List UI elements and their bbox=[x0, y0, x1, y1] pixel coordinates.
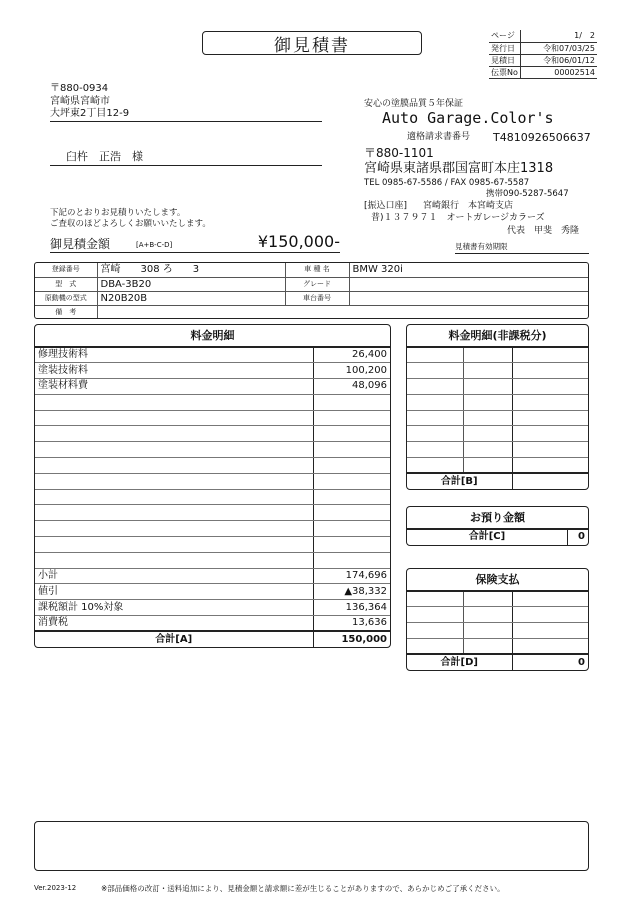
table-row bbox=[407, 607, 588, 623]
tax-row bbox=[35, 616, 390, 632]
bank-name: 宮崎銀行 本宮崎支店 bbox=[423, 201, 514, 211]
estimate-date-value: 令和06/01/12 bbox=[520, 54, 597, 66]
taxable-label: 課税額計 10%対象 bbox=[35, 600, 313, 616]
customer-name: 臼杵 正浩 様 bbox=[50, 151, 322, 166]
total-b-label: 合計[B] bbox=[407, 473, 512, 489]
subtotal-label: 小計 bbox=[35, 568, 313, 584]
greeting-line-2: ご査収のほどよろしくお願いいたします。 bbox=[50, 219, 211, 229]
estimate-date-label: 見積日 bbox=[489, 54, 520, 66]
taxable-row bbox=[35, 600, 390, 616]
customer-postal: 〒880-0934 bbox=[50, 83, 109, 94]
table-row bbox=[35, 505, 390, 521]
item-name: 塗装技術料 bbox=[35, 363, 313, 379]
table-row bbox=[35, 552, 390, 568]
item-amount: 26,400 bbox=[313, 347, 390, 363]
validity-label: 見積書有効期限 bbox=[455, 243, 589, 254]
grade-label: グレード bbox=[285, 277, 349, 291]
shop-postal: 〒880-1101 bbox=[364, 146, 434, 160]
taxable-value: 136,364 bbox=[313, 600, 390, 616]
total-d-label: 合計[D] bbox=[407, 654, 512, 670]
total-b-value bbox=[512, 473, 588, 489]
table-row bbox=[407, 591, 588, 607]
invoice-number: T4810926506637 bbox=[493, 131, 591, 144]
subtotal-value: 174,696 bbox=[313, 568, 390, 584]
table-row bbox=[407, 410, 588, 426]
slip-no-value: 00002514 bbox=[520, 66, 597, 78]
grade-value bbox=[349, 277, 588, 291]
footer-disclaimer: ※部品価格の改訂・送料追加により、見積金額と請求額に差が生じることがありますので、あらかじめご了承ください。 bbox=[101, 884, 505, 893]
table-row bbox=[35, 458, 390, 474]
table-row bbox=[407, 379, 588, 395]
table-row bbox=[35, 473, 390, 489]
engine-type-value: N20B20B bbox=[97, 291, 285, 305]
bank-label: [振込口座] bbox=[364, 201, 408, 211]
insurance-table bbox=[406, 568, 589, 671]
table-row bbox=[407, 638, 588, 654]
issue-date-value: 令和07/03/25 bbox=[520, 42, 597, 54]
discount-row bbox=[35, 584, 390, 600]
estimate-formula: [A+B-C-D] bbox=[136, 241, 173, 249]
table-row bbox=[35, 489, 390, 505]
total-c-label: 合計[C] bbox=[407, 529, 567, 545]
customer-street: 大坪東2丁目12-9 bbox=[50, 109, 322, 122]
notes-box bbox=[34, 821, 589, 871]
shop-representative: 代表 甲斐 秀隆 bbox=[507, 226, 580, 236]
total-c-row bbox=[407, 529, 588, 545]
reg-number-value: 宮崎 308 ろ 3 bbox=[97, 263, 285, 277]
total-d-value: 0 bbox=[512, 654, 588, 670]
item-amount: 100,200 bbox=[313, 363, 390, 379]
tax-label: 消費税 bbox=[35, 616, 313, 632]
model-name-value: BMW 320i bbox=[349, 263, 588, 277]
greeting-line-1: 下記のとおりお見積りいたします。 bbox=[50, 208, 186, 218]
table-row bbox=[407, 458, 588, 474]
customer-city: 宮崎県宮崎市 bbox=[50, 96, 110, 107]
table-row bbox=[35, 410, 390, 426]
title-text: 御見積書 bbox=[274, 35, 350, 56]
page-label: ページ bbox=[489, 30, 520, 42]
model-type-value: DBA-3B20 bbox=[97, 277, 285, 291]
table-row bbox=[407, 623, 588, 639]
insurance-header: 保険支払 bbox=[407, 569, 588, 591]
item-amount: 48,096 bbox=[313, 379, 390, 395]
bank-account: 普)１３７９７１ オートガレージカラーズ bbox=[371, 213, 545, 223]
total-a-row bbox=[35, 631, 390, 647]
table-row bbox=[35, 442, 390, 458]
table-row bbox=[407, 363, 588, 379]
subtotal-row bbox=[35, 568, 390, 584]
deposit-table bbox=[406, 506, 589, 546]
table-row bbox=[35, 363, 390, 379]
model-name-label: 車 種 名 bbox=[285, 263, 349, 277]
table-row bbox=[407, 426, 588, 442]
issue-date-label: 発行日 bbox=[489, 42, 520, 54]
estimate-amount-row bbox=[50, 234, 340, 253]
tax-value: 13,636 bbox=[313, 616, 390, 632]
chassis-number-label: 車台番号 bbox=[285, 291, 349, 305]
table-row bbox=[35, 521, 390, 537]
reg-number-label: 登録番号 bbox=[35, 263, 97, 277]
fee-details-table bbox=[34, 324, 391, 648]
table-row bbox=[35, 426, 390, 442]
invoice-number-label: 適格請求書番号 bbox=[407, 132, 471, 142]
vehicle-info-table bbox=[34, 262, 589, 319]
total-d-row bbox=[407, 654, 588, 670]
chassis-number-value bbox=[349, 291, 588, 305]
table-row bbox=[407, 347, 588, 363]
item-name: 塗装材料費 bbox=[35, 379, 313, 395]
model-type-label: 型 式 bbox=[35, 277, 97, 291]
discount-value: ▲38,332 bbox=[313, 584, 390, 600]
slip-no-label: 伝票No bbox=[489, 66, 520, 78]
table-row bbox=[35, 347, 390, 363]
table-row bbox=[407, 394, 588, 410]
shop-name: Auto Garage.Color's bbox=[382, 109, 554, 127]
total-a-value: 150,000 bbox=[313, 631, 390, 647]
estimate-amount-label: 御見積金額 bbox=[50, 237, 111, 251]
meta-table bbox=[489, 30, 597, 79]
nontax-header: 料金明細(非課税分) bbox=[407, 325, 588, 347]
estimate-amount-value: ¥150,000- bbox=[257, 232, 340, 251]
total-a-label: 合計[A] bbox=[35, 631, 313, 647]
shop-tel-fax: TEL 0985-67-5586 / FAX 0985-67-5587 bbox=[364, 178, 530, 188]
shop-tagline: 安心の塗膜品質５年保証 bbox=[364, 99, 464, 109]
nontax-details-table bbox=[406, 324, 589, 490]
table-row bbox=[407, 442, 588, 458]
table-row bbox=[35, 537, 390, 553]
fee-details-header: 料金明細 bbox=[35, 325, 390, 347]
remarks-value bbox=[97, 305, 588, 319]
deposit-header: お預り金額 bbox=[407, 507, 588, 529]
total-b-row bbox=[407, 473, 588, 489]
total-c-value: 0 bbox=[567, 529, 588, 545]
engine-type-label: 原動機の型式 bbox=[35, 291, 97, 305]
remarks-label: 備 考 bbox=[35, 305, 97, 319]
shop-mobile: 携帯090-5287-5647 bbox=[486, 189, 569, 199]
table-row bbox=[35, 379, 390, 395]
shop-address: 宮崎県東諸県郡国富町本庄1318 bbox=[364, 161, 554, 176]
discount-label: 値引 bbox=[35, 584, 313, 600]
item-name: 修理技術料 bbox=[35, 347, 313, 363]
page-value: 1/ 2 bbox=[520, 30, 597, 42]
document-title bbox=[202, 31, 422, 55]
table-row bbox=[35, 394, 390, 410]
footer-version: Ver.2023-12 bbox=[34, 884, 77, 892]
